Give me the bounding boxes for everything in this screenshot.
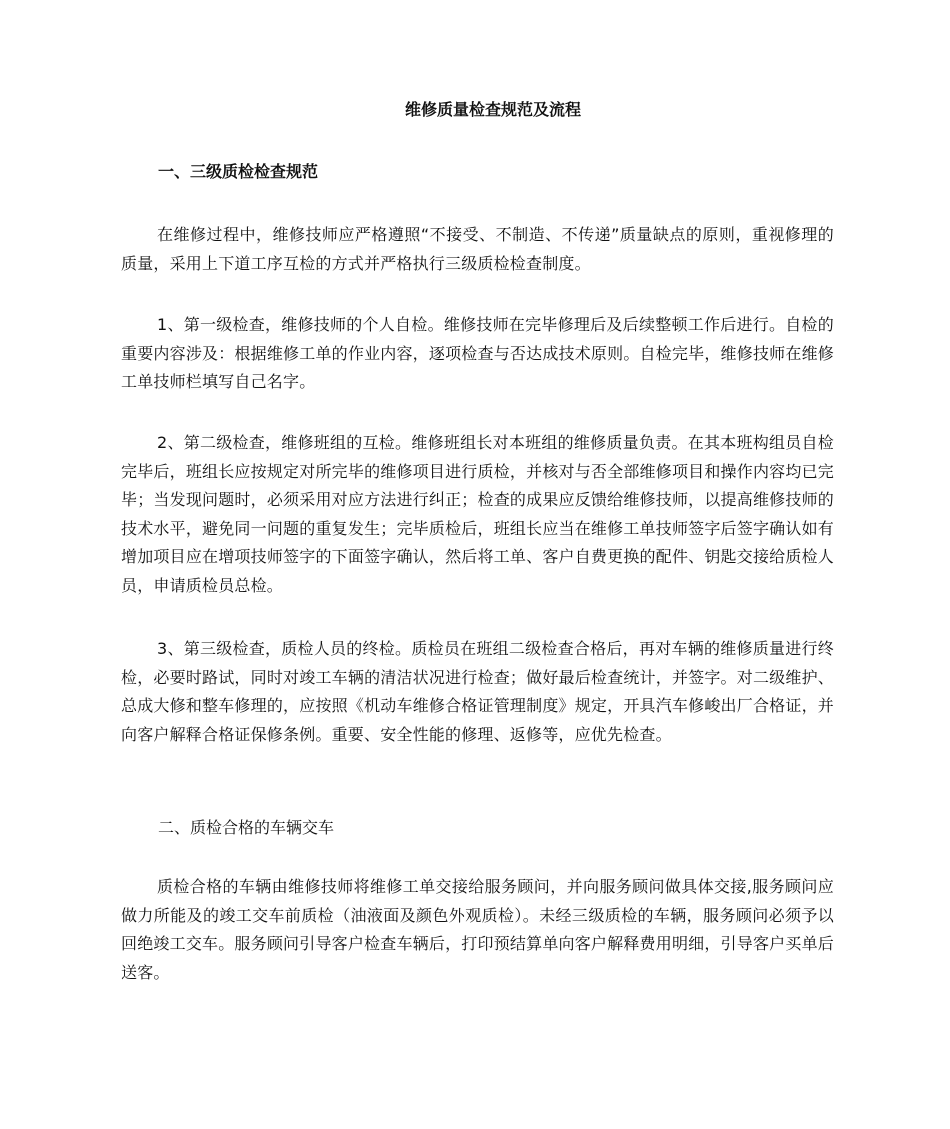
check-level1-paragraph: 1、第一级检查，维修技师的个人自检。维修技师在完毕修理后及后续整顿工作后进行。自检的重要内容涉及：根据维修工单的作业内容，逐项检查与否达成技术原则。自检完毕，维修技师在维修工单技师栏填写自己名字。: [121, 315, 834, 392]
section1-heading: 一、三级质检检查规范: [158, 162, 319, 181]
section2-body-paragraph: 质检合格的车辆由维修技师将维修工单交接给服务顾问，并向服务顾问做具体交接,服务顾问应做力所能及的竣工交车前质检（油液面及颜色外观质检）。未经三级质检的车辆，服务顾问必须予以回绝竣工交车。服务顾问引导客户检查车辆后，打印预结算单向客户解释费用明细，引导客户买单后送客。: [121, 877, 834, 982]
document-title: 维修质量检查规范及流程: [404, 100, 581, 119]
check-level3-paragraph: 3、第三级检查，质检人员的终检。质检员在班组二级检查合格后，再对车辆的维修质量进行终检，必要时路试，同时对竣工车辆的清洁状况进行检查；做好最后检查统计，并签字。对二级维护、总成大修和整车修理的，应按照《机动车维修合格证管理制度》规定，开具汽车修峻出厂合格证，并向客户解释合格证保修条例。重要、安全性能的修理、返修等，应优先检查。: [121, 639, 834, 744]
check-level2-paragraph: 2、第二级检查，维修班组的互检。维修班组长对本班组的维修质量负责。在其本班构组员自检完毕后，班组长应按规定对所完毕的维修项目进行质检，并核对与否全部维修项目和操作内容均已完毕；当发现问题时，必须采用对应方法进行纠正；检查的成果应反馈给维修技师，以提高维修技师的技术水平，避免同一问题的重复发生；完毕质检后，班组长应当在维修工单技师签字后签字确认如有增加项目应在增项技师签字的下面签字确认，然后将工单、客户自费更换的配件、钥匙交接给质检人员，申请质检员总检。: [121, 433, 834, 595]
section1-intro-paragraph: 在维修过程中，维修技师应严格遵照“不接受、不制造、不传递”质量缺点的原则，重视修理的质量，采用上下道工序互检的方式并严格执行三级质检检查制度。: [121, 225, 834, 273]
section2-heading: 二、质检合格的车辆交车: [158, 818, 335, 837]
